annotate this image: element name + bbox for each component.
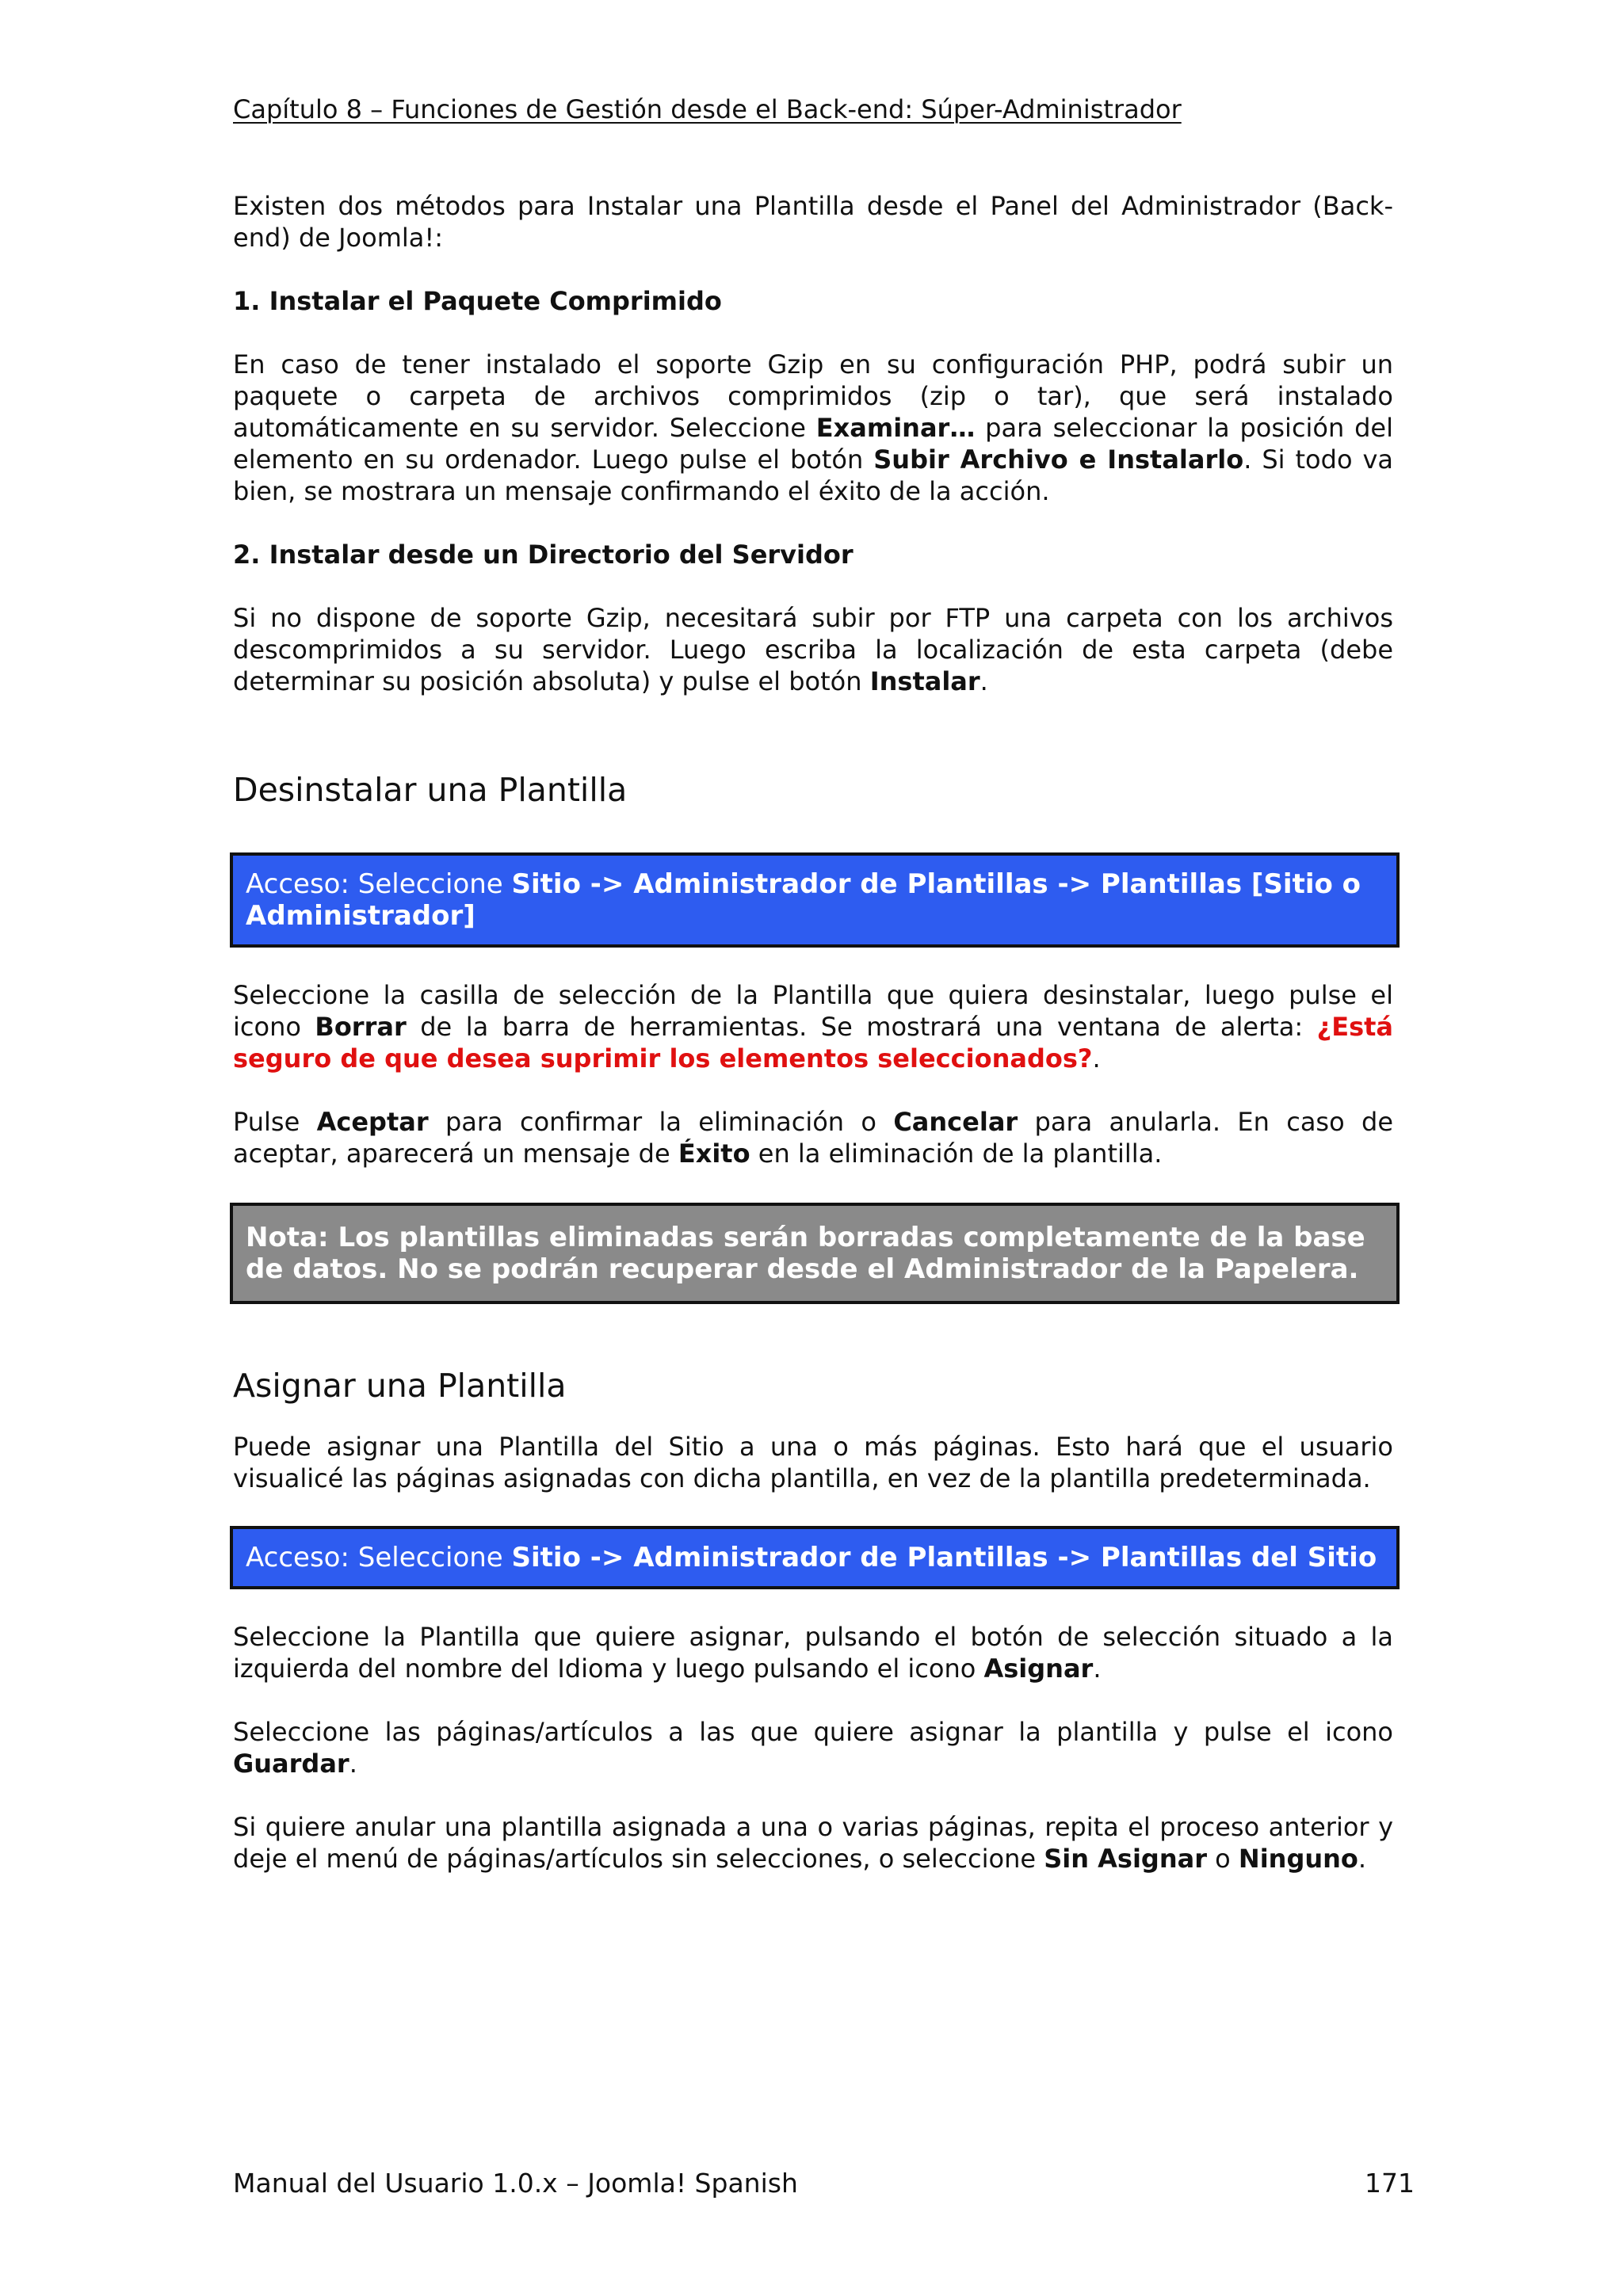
access-label: Acceso: [246, 1542, 349, 1573]
assign-heading: Asignar una Plantilla [233, 1367, 567, 1405]
sin-asignar-label: Sin Asignar [1044, 1844, 1207, 1874]
uninstall-access-box: Acceso: Seleccione Sitio -> Administrador de Plantillas -> Plantillas [Sitio o Administrador] [230, 852, 1400, 948]
borrar-label: Borrar [315, 1012, 407, 1042]
instalar-label: Instalar [869, 666, 980, 696]
aceptar-label: Aceptar [316, 1107, 429, 1137]
exito-label: Éxito [678, 1138, 750, 1169]
access-label: Acceso: [246, 868, 349, 900]
note-box: Nota: Los plantillas eliminadas serán borradas completamente de la base de datos. No se podrán recuperar desde el Administrador de la Papelera. [230, 1203, 1400, 1304]
uninstall-heading: Desinstalar una Plantilla [233, 771, 628, 809]
assign-paragraph-4: Si quiere anular una plantilla asignada a una o varias páginas, repita el proceso anterior y deje el menú de páginas/artículos sin selecciones, o seleccione Sin Asignar o Ninguno. [233, 1812, 1393, 1874]
intro-paragraph: Existen dos métodos para Instalar una Plantilla desde el Panel del Administrador (Back-end) de Joomla!: [233, 191, 1393, 253]
method2-title: 2. Instalar desde un Directorio del Servidor [233, 540, 854, 570]
page-number: 171 [1365, 2168, 1415, 2199]
access-path: Sitio -> Administrador de Plantillas -> Plantillas [Sitio o Administrador] [246, 868, 1361, 932]
chapter-header: Capítulo 8 – Funciones de Gestión desde el Back-end: Súper-Administrador [233, 94, 1182, 124]
ninguno-label: Ninguno [1238, 1844, 1358, 1874]
page-content [233, 190, 1393, 1875]
access-path: Sitio -> Administrador de Plantillas -> Plantillas del Sitio [511, 1542, 1377, 1573]
assign-paragraph-2: Seleccione la Plantilla que quiere asignar, pulsando el botón de selección situado a la izquierda del nombre del Idioma y luego pulsando el icono Asignar. [233, 1622, 1393, 1684]
subir-archivo-label: Subir Archivo e Instalarlo [873, 444, 1244, 475]
examinar-label: Examinar… [815, 413, 976, 443]
uninstall-paragraph-2: Pulse Aceptar para confirmar la eliminación o Cancelar para anularla. En caso de aceptar, aparecerá un mensaje de Éxito en la eliminación de la plantilla. [233, 1107, 1394, 1169]
guardar-label: Guardar [233, 1749, 349, 1779]
uninstall-paragraph-1: Seleccione la casilla de selección de la Plantilla que quiera desinstalar, luego pulse el icono Borrar de la barra de herramientas. Se mostrará una ventana de alerta: ¿Está seguro de que desea suprimir los elementos seleccionados?. [233, 980, 1394, 1074]
assign-paragraph-1: Puede asignar una Plantilla del Sitio a una o más páginas. Esto hará que el usuario visualicé las páginas asignadas con dicha plantilla, en vez de la plantilla predeterminada. [233, 1432, 1393, 1493]
asignar-label: Asignar [983, 1653, 1094, 1684]
assign-paragraph-3: Seleccione las páginas/artículos a las que quiere asignar la plantilla y pulse el icono Guardar. [233, 1717, 1393, 1779]
cancelar-label: Cancelar [893, 1107, 1018, 1137]
method1-paragraph: En caso de tener instalado el soporte Gzip en su configuración PHP, podrá subir un paquete o carpeta de archivos comprimidos (zip o tar), que será instalado automáticamente en su servidor. Seleccione Examinar… para seleccionar la posición del elemento en su ordenador. Luego pulse el botón Subir Archivo e Instalarlo. Si todo va bien, se mostrara un mensaje confirmando el éxito de la acción. [233, 349, 1394, 506]
footer-title: Manual del Usuario 1.0.x – Joomla! Spanish [233, 2168, 798, 2199]
method1-title: 1. Instalar el Paquete Comprimido [233, 286, 722, 316]
method2-paragraph: Si no dispone de soporte Gzip, necesitará subir por FTP una carpeta con los archivos descomprimidos a su servidor. Luego escriba la localización de esta carpeta (debe determinar su posición absoluta) y pulse el botón Instalar. [233, 603, 1393, 696]
assign-access-box: Acceso: Seleccione Sitio -> Administrador de Plantillas -> Plantillas del Sitio [230, 1526, 1400, 1589]
alert-message: ¿Está seguro de que desea suprimir los elementos seleccionados? [233, 1012, 1394, 1074]
